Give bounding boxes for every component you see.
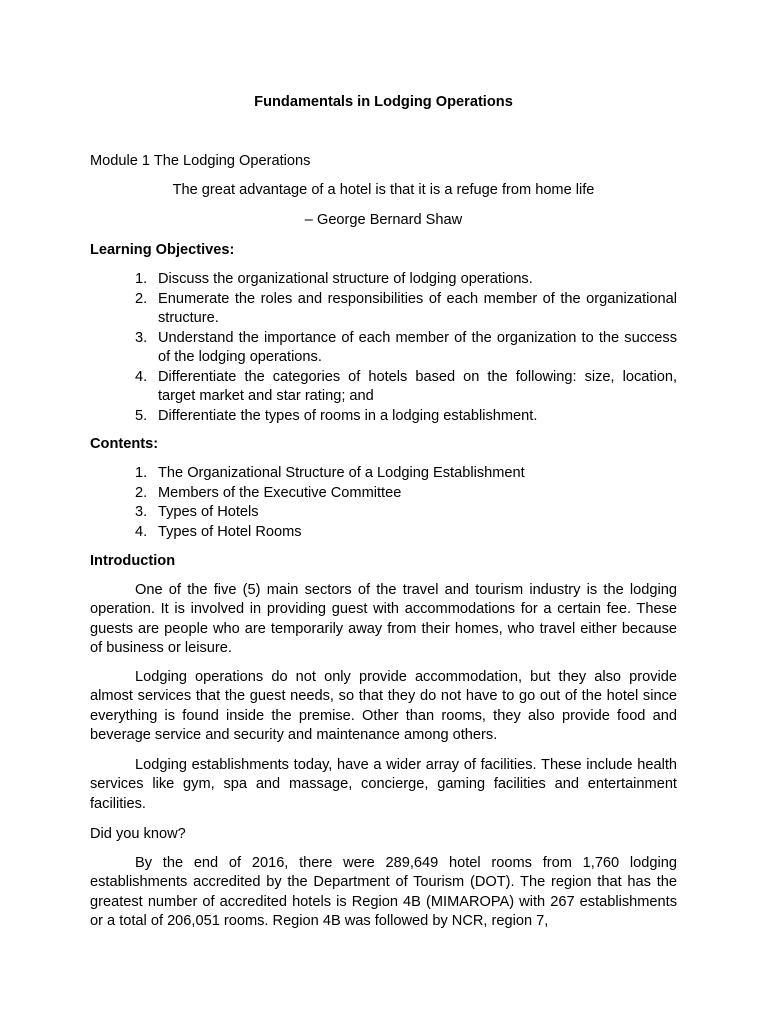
list-item <box>90 523 677 543</box>
list-item <box>90 290 677 329</box>
list-item-text: Understand the importance of each member of the organization to the success of the lodging operations. <box>158 329 677 365</box>
introduction-paragraph: One of the five (5) main sectors of the travel and tourism industry is the lodging operation. It is involved in providing guest with accommodations for a certain fee. These guests are people who are temporarily away from their homes, who travel either because of business or leisure. <box>90 582 677 656</box>
list-item-text: Differentiate the categories of hotels based on the following: size, location, target market and star rating; and <box>158 368 677 404</box>
list-item-text: Types of Hotels <box>158 504 259 520</box>
list-number: 2. <box>135 484 148 501</box>
list-item <box>90 270 677 290</box>
did-you-know-heading: Did you know? <box>90 826 186 842</box>
list-item <box>90 464 677 484</box>
list-item-text: Enumerate the roles and responsibilities of each member of the organizational structure. <box>158 290 677 326</box>
list-item <box>90 329 677 368</box>
list-number: 5. <box>135 407 148 424</box>
contents-heading: Contents: <box>90 436 159 452</box>
list-number: 1. <box>135 271 148 287</box>
list-item-text: The Organizational Structure of a Lodging Establishment <box>158 465 525 481</box>
document-title: Fundamentals in Lodging Operations <box>254 94 513 110</box>
list-item-text: Members of the Executive Committee <box>158 484 402 501</box>
list-number: 3. <box>135 329 148 346</box>
list-item-text: Types of Hotel Rooms <box>158 523 302 540</box>
list-number: 2. <box>135 290 148 307</box>
list-item <box>90 484 677 504</box>
list-number: 4. <box>135 368 148 385</box>
did-you-know-paragraph: By the end of 2016, there were 289,649 hotel rooms from 1,760 lodging establishments accredited by the Department of Tourism (DOT). The region that has the greatest number of accredited hotels is Region 4B (MIMAROPA) with 267 establishments or a total of 206,051 rooms. Region 4B was followed by NCR, region 7, <box>90 855 677 929</box>
list-item-text: Discuss the organizational structure of lodging operations. <box>158 271 533 287</box>
list-item <box>90 368 677 407</box>
list-number: 3. <box>135 504 148 520</box>
learning-objectives-list <box>90 270 677 426</box>
module-heading: Module 1 The Lodging Operations <box>90 153 311 169</box>
list-item-text: Differentiate the types of rooms in a lodging establishment. <box>158 407 538 424</box>
epigraph-quote: The great advantage of a hotel is that it is a refuge from home life <box>172 182 595 198</box>
learning-objectives-heading: Learning Objectives: <box>90 242 235 258</box>
epigraph-attribution: – George Bernard Shaw <box>304 212 463 228</box>
list-number: 4. <box>135 523 148 540</box>
introduction-paragraph: Lodging establishments today, have a wider array of facilities. These include health services like gym, spa and massage, concierge, gaming facilities and entertainment facilities. <box>90 757 677 812</box>
contents-list <box>90 464 677 542</box>
list-number: 1. <box>135 465 148 481</box>
introduction-paragraph: Lodging operations do not only provide accommodation, but they also provide almost services that the guest needs, so that they do not have to go out of the hotel since everything is found inside the premise. Other than rooms, they also provide food and beverage service and security and maintenance among others. <box>90 669 677 743</box>
introduction-heading: Introduction <box>90 553 176 569</box>
list-item <box>90 503 677 523</box>
list-item <box>90 407 677 427</box>
